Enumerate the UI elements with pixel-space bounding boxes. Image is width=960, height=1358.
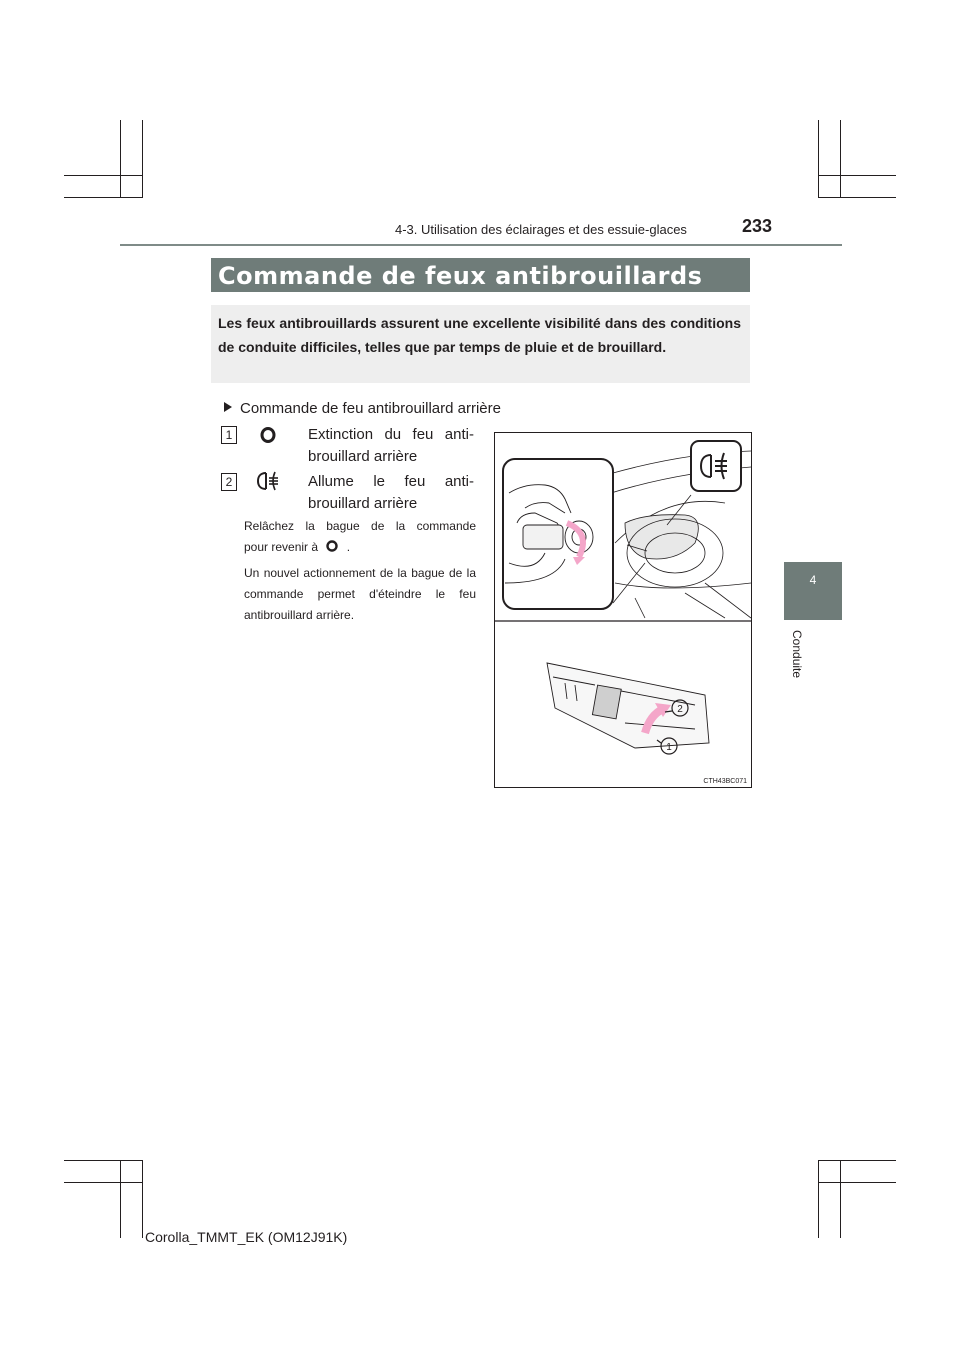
crop-mark [120,1160,121,1238]
note-line: Relâchez la bague de la commande [244,519,476,533]
crop-mark [818,1160,819,1238]
crop-mark [818,1160,896,1161]
figure-code: CTH43BC071 [703,778,747,785]
crop-mark [64,175,142,176]
page-number: 233 [742,216,773,236]
item-text-line: Extinction du feu anti- [308,426,474,443]
section-heading-text: Commande de feu antibrouillard arrière [240,400,501,417]
crop-mark [818,197,896,198]
fog-off-icon [259,426,277,444]
illustration-drawing [495,433,751,787]
note-paragraph: Un nouvel actionnement de la bague de la commande permet d'éteindre le feu antibrouillard arrière. [244,566,476,622]
note-text: pour revenir à [244,540,319,554]
item-text-line: Allume le feu anti- [308,473,474,490]
header-divider [120,244,842,246]
crop-mark [142,1160,143,1238]
item-number: 2 [221,473,237,491]
chapter-number: 4 [809,573,817,587]
footer-text: Corolla_TMMT_EK (OM12J91K) [145,1229,348,1245]
note-paragraph [244,516,476,558]
chapter-label: Conduite [790,630,804,679]
crop-mark [64,197,142,198]
crop-mark [64,1182,142,1183]
page-title: Commande de feux antibrouillards [218,262,703,290]
callout-label-2: 2 [677,704,683,715]
callout-label-1: 1 [666,742,672,753]
section-header: 4-3. Utilisation des éclairages et des essuie-glaces [395,222,687,237]
bullet-arrow-icon [224,402,232,412]
item-number: 1 [221,426,237,444]
note-text: . [346,540,351,554]
crop-mark [120,120,121,198]
intro-text: Les feux antibrouillards assurent une excellente visibilité dans des conditions de conduite difficiles, telles que par temps de pluie et de brouillard. [218,315,741,355]
crop-mark [840,120,841,198]
item-text [308,424,474,468]
rear-fog-light-icon [255,470,281,492]
crop-mark [64,1160,142,1161]
section-heading [224,400,501,417]
crop-mark [818,1182,896,1183]
illustration [494,432,752,788]
crop-mark [142,120,143,198]
crop-mark [840,1160,841,1238]
item-text-line: brouillard arrière [308,495,418,512]
crop-mark [818,120,819,198]
item-text [308,471,474,515]
fog-off-icon [325,540,339,552]
item-text-line: brouillard arrière [308,448,418,465]
note-line [244,537,476,558]
crop-mark [818,175,896,176]
chapter-tab [784,562,842,620]
